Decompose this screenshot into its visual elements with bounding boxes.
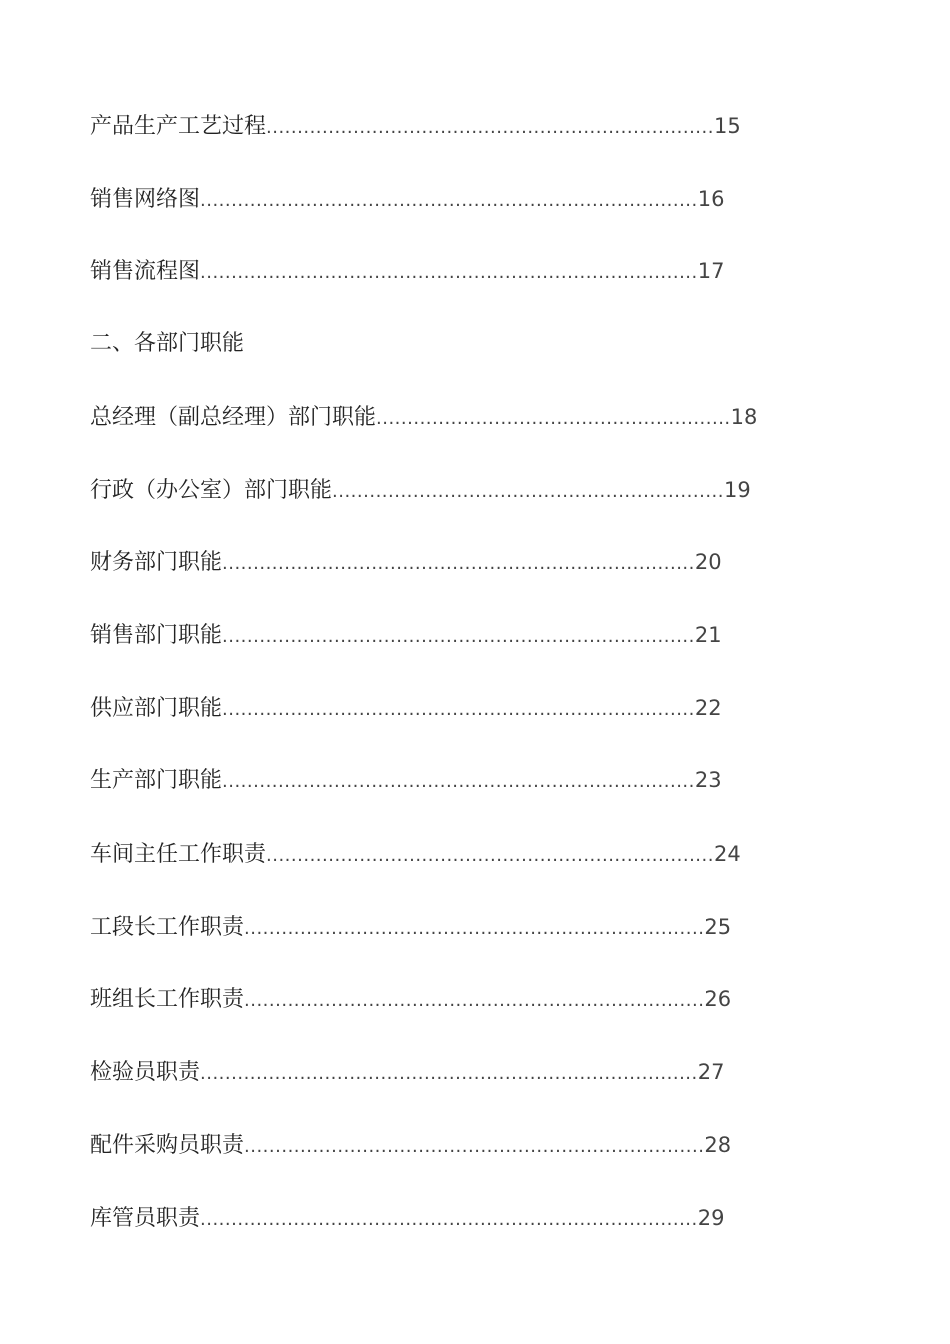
toc-dot-leader: .........................................................	[376, 408, 731, 429]
toc-page-number: 22	[694, 696, 722, 720]
toc-entry-label: 检验员职责	[90, 1060, 201, 1085]
toc-entry[interactable]	[90, 111, 741, 141]
toc-entry[interactable]	[90, 984, 731, 1014]
toc-entry-label: 行政（办公室）部门职能	[90, 478, 333, 503]
toc-dot-leader: ................................................................................	[200, 262, 698, 283]
toc-page-number: 16	[697, 187, 725, 211]
toc-entry[interactable]	[90, 547, 722, 577]
toc-entry-label: 班组长工作职责	[90, 987, 245, 1012]
toc-entry[interactable]	[90, 256, 724, 286]
toc-entry[interactable]	[90, 1057, 724, 1087]
toc-dot-leader: ...............................................................	[332, 481, 724, 502]
toc-page-number: 15	[713, 114, 741, 138]
toc-entry[interactable]	[90, 765, 722, 795]
toc-dot-leader: ..........................................................................	[244, 1136, 705, 1157]
toc-dot-leader: ................................................................................	[200, 1209, 698, 1230]
toc-dot-leader: ............................................................................	[222, 771, 695, 792]
toc-page-number: 18	[730, 405, 758, 429]
toc-entry-label: 库管员职责	[90, 1206, 201, 1231]
toc-page-number: 20	[694, 550, 722, 574]
toc-entry-label: 销售网络图	[90, 187, 201, 212]
toc-entry[interactable]	[90, 912, 731, 942]
toc-section-heading[interactable]: 二、各部门职能	[90, 331, 245, 356]
toc-page-number: 27	[697, 1060, 725, 1084]
toc-entry-label: 供应部门职能	[90, 696, 223, 721]
toc-entry[interactable]	[90, 475, 751, 505]
toc-dot-leader: ............................................................................	[222, 626, 695, 647]
toc-entry[interactable]	[90, 184, 724, 214]
toc-dot-leader: ..........................................................................	[244, 918, 705, 939]
toc-page-number: 17	[697, 259, 725, 283]
toc-entry-label: 销售部门职能	[90, 623, 223, 648]
toc-entry[interactable]	[90, 620, 722, 650]
toc-dot-leader: ............................................................................	[222, 699, 695, 720]
toc-entry[interactable]	[90, 1203, 724, 1233]
toc-dot-leader: ..........................................................................	[244, 990, 705, 1011]
toc-entry[interactable]	[90, 839, 741, 869]
toc-entry[interactable]	[90, 693, 722, 723]
toc-page-number: 23	[694, 768, 722, 792]
toc-page-number: 25	[704, 915, 732, 939]
toc-entry[interactable]	[90, 402, 757, 432]
toc-dot-leader: ........................................................................	[266, 845, 714, 866]
toc-dot-leader: ............................................................................	[222, 553, 695, 574]
toc-entry-label: 车间主任工作职责	[90, 842, 267, 867]
toc-entry-label: 生产部门职能	[90, 768, 223, 793]
toc-dot-leader: ........................................................................	[266, 117, 714, 138]
toc-entry-label: 财务部门职能	[90, 550, 223, 575]
toc-entry-label: 总经理（副总经理）部门职能	[90, 405, 377, 430]
toc-page-number: 29	[697, 1206, 725, 1230]
toc-dot-leader: ................................................................................	[200, 190, 698, 211]
toc-page-number: 28	[704, 1133, 732, 1157]
toc-entry-label: 工段长工作职责	[90, 915, 245, 940]
toc-page-number: 24	[713, 842, 741, 866]
toc-dot-leader: ................................................................................	[200, 1063, 698, 1084]
toc-entry-label: 配件采购员职责	[90, 1133, 245, 1158]
toc-page-number: 26	[704, 987, 732, 1011]
toc-page-number: 19	[723, 478, 751, 502]
toc-entry-label: 销售流程图	[90, 259, 201, 284]
toc-entry[interactable]	[90, 1130, 731, 1160]
toc-entry-label: 产品生产工艺过程	[90, 114, 267, 139]
toc-page-number: 21	[694, 623, 722, 647]
